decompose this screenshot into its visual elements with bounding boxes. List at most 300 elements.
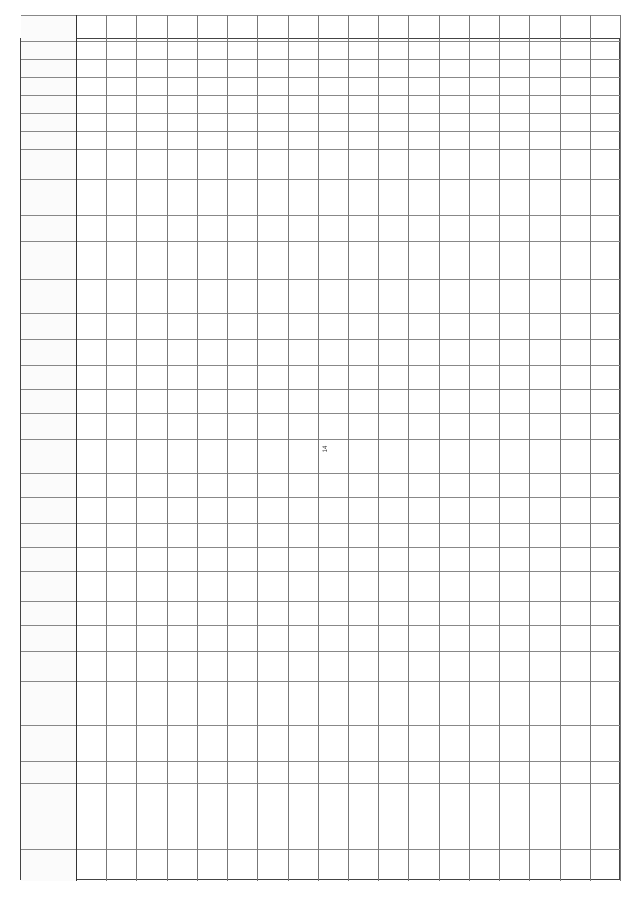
table-cell (289, 339, 318, 365)
table-cell (289, 113, 318, 131)
table-header-row (21, 15, 77, 881)
table-cell (77, 725, 106, 761)
table-cell (319, 849, 348, 881)
table-cell (289, 365, 318, 389)
table-cell (561, 215, 590, 241)
table-cell (198, 439, 227, 473)
table-cell (168, 279, 197, 313)
table-cell (137, 413, 166, 439)
table-row (107, 15, 137, 881)
table-row (228, 15, 258, 881)
table-cell (198, 179, 227, 215)
table-cell (137, 523, 166, 547)
table-cell (379, 339, 408, 365)
table-cell (228, 59, 257, 77)
table-cell (500, 571, 529, 601)
table-cell (409, 651, 438, 681)
table-cell (409, 113, 438, 131)
column-header (21, 601, 76, 625)
table-cell (409, 279, 438, 313)
table-cell (349, 849, 378, 881)
table-cell (107, 149, 136, 179)
table-cell (470, 681, 499, 725)
table-cell (591, 95, 620, 113)
table-cell (379, 41, 408, 59)
table-cell (289, 149, 318, 179)
table-cell (289, 681, 318, 725)
table-cell (77, 389, 106, 413)
table-cell (561, 149, 590, 179)
column-header (21, 131, 76, 149)
table-cell (319, 761, 348, 783)
table-cell (379, 725, 408, 761)
table-cell (77, 313, 106, 339)
table-cell (168, 15, 197, 41)
table-cell (379, 849, 408, 881)
table-cell (168, 113, 197, 131)
table-cell (561, 651, 590, 681)
table-cell (409, 783, 438, 849)
table-cell (319, 625, 348, 651)
table-cell (591, 761, 620, 783)
table-cell (500, 15, 529, 41)
table-cell (440, 131, 469, 149)
column-header (21, 77, 76, 95)
table-cell (228, 95, 257, 113)
table-cell (107, 95, 136, 113)
table-cell (349, 473, 378, 497)
table-cell (470, 15, 499, 41)
table-cell (107, 523, 136, 547)
table-cell (379, 783, 408, 849)
table-cell (228, 439, 257, 473)
table-cell (137, 131, 166, 149)
table-cell (349, 523, 378, 547)
table-cell (77, 179, 106, 215)
table-cell (409, 179, 438, 215)
table-cell (228, 365, 257, 389)
table-cell (228, 179, 257, 215)
table-cell (591, 849, 620, 881)
table-cell (77, 681, 106, 725)
table-cell (409, 681, 438, 725)
table-cell (409, 725, 438, 761)
table-cell (289, 523, 318, 547)
table-cell (349, 681, 378, 725)
table-cell (591, 523, 620, 547)
table-cell (107, 681, 136, 725)
table-cell (530, 77, 559, 95)
column-header (21, 761, 76, 783)
table-cell (409, 761, 438, 783)
table-cell (228, 41, 257, 59)
table-cell (440, 439, 469, 473)
table-cell (379, 547, 408, 571)
table-cell (319, 497, 348, 523)
table-cell (168, 523, 197, 547)
table-cell (349, 179, 378, 215)
table-cell (137, 849, 166, 881)
table-cell (530, 625, 559, 651)
table-row (470, 15, 500, 881)
table-cell (289, 473, 318, 497)
table-cell (319, 179, 348, 215)
column-header (21, 439, 76, 473)
table-cell (168, 497, 197, 523)
table-cell (591, 681, 620, 725)
table-cell (168, 149, 197, 179)
column-header (21, 413, 76, 439)
table-cell (289, 725, 318, 761)
table-cell (561, 497, 590, 523)
table-cell (530, 279, 559, 313)
table-cell (470, 77, 499, 95)
table-cell (168, 601, 197, 625)
table-cell (591, 413, 620, 439)
table-cell (77, 365, 106, 389)
table-cell (530, 849, 559, 881)
table-cell (591, 497, 620, 523)
table-cell (137, 15, 166, 41)
table-cell (168, 59, 197, 77)
column-header (21, 783, 76, 849)
table-cell (591, 215, 620, 241)
table-row (168, 15, 198, 881)
table-cell (470, 95, 499, 113)
table-cell (228, 279, 257, 313)
table-cell (561, 547, 590, 571)
table-cell (500, 365, 529, 389)
table-cell (137, 497, 166, 523)
table-cell (591, 439, 620, 473)
table-cell (591, 725, 620, 761)
table-cell (470, 473, 499, 497)
table-cell (561, 365, 590, 389)
column-header (21, 95, 76, 113)
table-cell (77, 41, 106, 59)
table-cell (137, 113, 166, 131)
table-cell (500, 601, 529, 625)
table-cell (258, 601, 287, 625)
table-cell (500, 681, 529, 725)
table-cell (409, 523, 438, 547)
table-cell (198, 15, 227, 41)
table-cell (470, 241, 499, 279)
table-cell (379, 365, 408, 389)
table-cell (258, 95, 287, 113)
table-cell (409, 131, 438, 149)
table-cell (77, 625, 106, 651)
table-cell (107, 389, 136, 413)
table-cell (198, 131, 227, 149)
column-header (21, 523, 76, 547)
table-cell (107, 413, 136, 439)
table-cell (198, 77, 227, 95)
table-cell (440, 179, 469, 215)
table-cell (500, 279, 529, 313)
table-cell (319, 365, 348, 389)
table-cell (591, 625, 620, 651)
table-cell (440, 473, 469, 497)
table-cell (77, 473, 106, 497)
table-cell (561, 77, 590, 95)
column-header (21, 241, 76, 279)
column-header (21, 365, 76, 389)
table-cell (440, 15, 469, 41)
table-cell (440, 339, 469, 365)
table-cell (530, 571, 559, 601)
table-cell (440, 783, 469, 849)
table-cell (379, 77, 408, 95)
table-cell (258, 279, 287, 313)
table-cell (77, 95, 106, 113)
table-cell (198, 413, 227, 439)
table-cell (409, 339, 438, 365)
table-cell (258, 625, 287, 651)
table-cell (289, 547, 318, 571)
table-cell (530, 179, 559, 215)
table-cell (561, 473, 590, 497)
table-cell (319, 15, 348, 41)
table-cell (137, 339, 166, 365)
table-cell (591, 651, 620, 681)
table-cell (500, 131, 529, 149)
column-header (21, 571, 76, 601)
table-cell (409, 313, 438, 339)
table-cell (168, 761, 197, 783)
table-cell (77, 215, 106, 241)
table-cell (319, 681, 348, 725)
table-cell (530, 365, 559, 389)
table-cell (137, 95, 166, 113)
table-cell (349, 365, 378, 389)
table-cell (77, 59, 106, 77)
table-cell (470, 279, 499, 313)
column-header (21, 15, 76, 41)
table-cell (409, 41, 438, 59)
table-cell (409, 497, 438, 523)
table-cell (409, 413, 438, 439)
table-cell (198, 761, 227, 783)
table-cell (289, 241, 318, 279)
table-cell (561, 241, 590, 279)
table-cell (198, 681, 227, 725)
table-cell (258, 389, 287, 413)
table-cell (470, 783, 499, 849)
table-cell (228, 547, 257, 571)
table-cell (530, 761, 559, 783)
table-cell (349, 413, 378, 439)
table-cell (440, 113, 469, 131)
table-cell (319, 389, 348, 413)
table-cell (168, 131, 197, 149)
table-cell (228, 77, 257, 95)
table-cell (168, 179, 197, 215)
table-cell (561, 59, 590, 77)
table-cell (137, 215, 166, 241)
table-cell (470, 179, 499, 215)
table-cell (440, 215, 469, 241)
table-cell (530, 651, 559, 681)
table-cell (258, 179, 287, 215)
table-cell (470, 725, 499, 761)
table-cell (137, 761, 166, 783)
table-cell (530, 59, 559, 77)
table-cell (440, 77, 469, 95)
table-cell (258, 41, 287, 59)
table-cell (379, 571, 408, 601)
table-cell (137, 439, 166, 473)
table-cell (198, 279, 227, 313)
table-cell (530, 389, 559, 413)
table-cell (379, 389, 408, 413)
table-cell (137, 601, 166, 625)
table-cell (561, 279, 590, 313)
table-cell (470, 571, 499, 601)
table-cell (77, 439, 106, 473)
table-cell (591, 41, 620, 59)
table-cell (107, 849, 136, 881)
table-cell (409, 241, 438, 279)
table-cell (349, 241, 378, 279)
table-cell (470, 625, 499, 651)
table-cell (319, 241, 348, 279)
table-cell (198, 783, 227, 849)
table-cell (107, 625, 136, 651)
table-cell (77, 547, 106, 571)
table-cell (228, 215, 257, 241)
table-row (379, 15, 409, 881)
table-cell (107, 339, 136, 365)
table-cell (107, 241, 136, 279)
table-cell (561, 313, 590, 339)
table-cell (319, 601, 348, 625)
column-header (21, 725, 76, 761)
table-row (409, 15, 439, 881)
table-cell (349, 77, 378, 95)
table-cell (319, 571, 348, 601)
table-cell (349, 215, 378, 241)
table-cell (107, 77, 136, 95)
table-cell (168, 241, 197, 279)
table-cell (561, 113, 590, 131)
table-cell (530, 681, 559, 725)
table-row (561, 15, 591, 881)
table-cell (107, 439, 136, 473)
table-cell (470, 651, 499, 681)
table-cell (440, 365, 469, 389)
table-cell (530, 15, 559, 41)
table-cell (379, 279, 408, 313)
table-cell (500, 241, 529, 279)
table-cell (591, 313, 620, 339)
table-cell (77, 279, 106, 313)
table-cell (379, 761, 408, 783)
table-cell (349, 149, 378, 179)
table-cell (500, 77, 529, 95)
table-cell (228, 497, 257, 523)
table-cell (107, 651, 136, 681)
table-cell (349, 571, 378, 601)
table-cell (319, 783, 348, 849)
table-cell (258, 241, 287, 279)
table-cell (319, 95, 348, 113)
page-number: 14 (323, 445, 329, 453)
table-cell (289, 77, 318, 95)
table-cell (228, 651, 257, 681)
table-cell (107, 313, 136, 339)
table-cell (198, 497, 227, 523)
table-cell (500, 651, 529, 681)
table-cell (319, 523, 348, 547)
table-cell (440, 681, 469, 725)
table-cell (228, 571, 257, 601)
table-cell (561, 339, 590, 365)
table-cell (168, 625, 197, 651)
table-cell (137, 179, 166, 215)
rotated-table-grid (21, 39, 621, 881)
table-cell (137, 651, 166, 681)
table-cell (258, 783, 287, 849)
table-cell (289, 651, 318, 681)
table-cell (530, 497, 559, 523)
table-cell (258, 365, 287, 389)
table-cell (561, 41, 590, 59)
table-cell (258, 523, 287, 547)
table-cell (530, 113, 559, 131)
column-header (21, 149, 76, 179)
table-cell (530, 241, 559, 279)
table-cell (258, 413, 287, 439)
table-row (258, 15, 288, 881)
column-header (21, 113, 76, 131)
table-cell (500, 473, 529, 497)
table-cell (289, 783, 318, 849)
table-cell (258, 849, 287, 881)
column-header (21, 849, 76, 881)
table-cell (137, 313, 166, 339)
table-cell (349, 95, 378, 113)
table-cell (349, 601, 378, 625)
table-cell (319, 413, 348, 439)
table-cell (470, 313, 499, 339)
table-cell (591, 389, 620, 413)
table-cell (591, 241, 620, 279)
column-header (21, 59, 76, 77)
table-cell (319, 725, 348, 761)
table-cell (77, 571, 106, 601)
table-cell (379, 95, 408, 113)
table-cell (591, 571, 620, 601)
table-cell (168, 725, 197, 761)
table-cell (319, 279, 348, 313)
table-cell (530, 215, 559, 241)
table-cell (500, 339, 529, 365)
table-cell (198, 625, 227, 651)
table-cell (168, 95, 197, 113)
table-cell (349, 113, 378, 131)
table-cell (530, 149, 559, 179)
table-cell (591, 59, 620, 77)
table-cell (107, 179, 136, 215)
table-cell (530, 439, 559, 473)
table-cell (258, 651, 287, 681)
table-cell (137, 77, 166, 95)
table-cell (530, 339, 559, 365)
table-cell (228, 681, 257, 725)
table-cell (561, 849, 590, 881)
table-cell (379, 523, 408, 547)
